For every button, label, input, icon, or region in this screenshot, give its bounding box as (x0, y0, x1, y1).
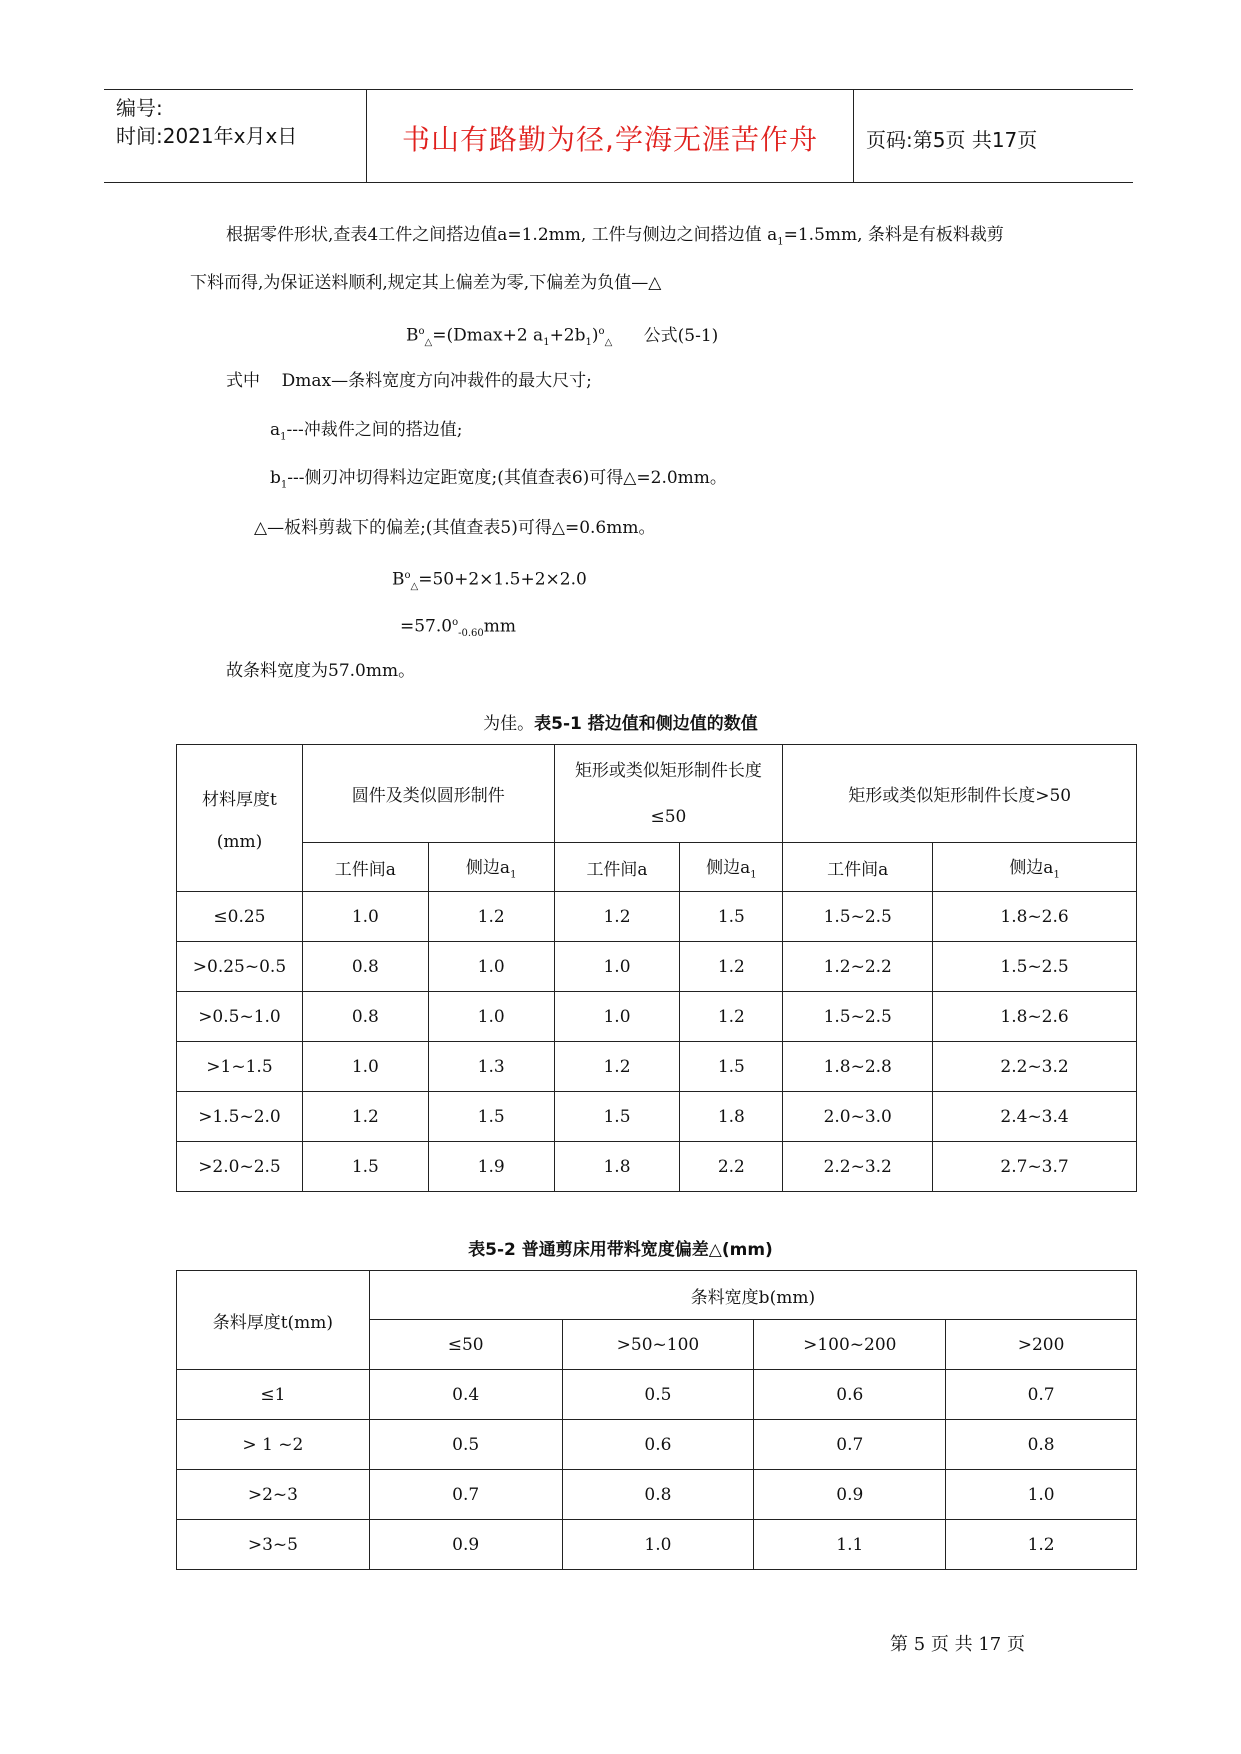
table-cell: 1.5~2.5 (933, 942, 1137, 992)
table-cell: 0.8 (562, 1470, 754, 1520)
table-cell: 1.0 (554, 992, 680, 1042)
table-cell: 1.0 (302, 892, 428, 942)
table-cell: 1.2 (302, 1092, 428, 1142)
table-cell: 2.7~3.7 (933, 1142, 1137, 1192)
header-divider-left (366, 90, 367, 183)
table-strip-width-tolerance (176, 1270, 1137, 1570)
where-line: 式中 Dmax—条料宽度方向冲裁件的最大尺寸; (226, 371, 592, 391)
table-row (177, 1092, 1137, 1142)
table-cell: 2.2 (680, 1142, 783, 1192)
table-cell: 1.2 (946, 1520, 1137, 1570)
table-cell: 1.0 (562, 1520, 754, 1570)
header-side-a1: 侧边$a_1$ (428, 843, 554, 892)
table-cell: >1.5~2.0 (177, 1092, 303, 1142)
table-cell: 0.5 (369, 1420, 562, 1470)
table-cell: 0.9 (754, 1470, 946, 1520)
table-cell: 2.0~3.0 (783, 1092, 933, 1142)
header-work-a: 工件间a (783, 843, 933, 892)
table-row (177, 942, 1137, 992)
header-strip-thickness: 条料厚度t(mm) (177, 1271, 370, 1370)
formula: $B^o_\triangle=(Dmax+2$ $a_1+2b_1)^o_\triangle$ 公式(5-1) (406, 325, 719, 349)
table-cell: >0.25~0.5 (177, 942, 303, 992)
paragraph-1: 根据零件形状,查表4工件之间搭边值a=1.2mm, 工件与侧边之间搭边值 $a_1=1.5mm$, 条料是有板料裁剪 (226, 225, 1004, 248)
table-cell: 1.0 (946, 1470, 1137, 1520)
header-width-col: >200 (946, 1320, 1137, 1370)
table-cell: 1.9 (428, 1142, 554, 1192)
table-cell: 1.8~2.6 (933, 892, 1137, 942)
header-width-col: ≤50 (369, 1320, 562, 1370)
table-cell: 2.2~3.2 (783, 1142, 933, 1192)
table-cell: 0.7 (369, 1470, 562, 1520)
table-row (177, 1042, 1137, 1092)
table-row (177, 1520, 1137, 1570)
table-cell: 1.5 (680, 892, 783, 942)
header-page-info: 页码:第5页 共17页 (866, 128, 1038, 152)
table-cell: 1.5 (554, 1092, 680, 1142)
table-cell: 2.4~3.4 (933, 1092, 1137, 1142)
date-line: 时间:2021年x月x日 (116, 124, 298, 148)
table-cell: 1.8~2.8 (783, 1042, 933, 1092)
table-cell: 1.0 (302, 1042, 428, 1092)
calculation-1: $B^o_\triangle=50+2\times 1.5+2\times 2.0$ (392, 569, 587, 593)
table-cell: 1.2 (680, 942, 783, 992)
table-cell: 1.2 (428, 892, 554, 942)
table-row (177, 992, 1137, 1042)
table-cell: 0.4 (369, 1370, 562, 1420)
table-cell: 1.2 (554, 1042, 680, 1092)
table-cell: 0.5 (562, 1370, 754, 1420)
table-cell: 1.5 (428, 1092, 554, 1142)
definition-delta: △—板料剪裁下的偏差;(其值查表5)可得△=0.6mm。 (254, 518, 656, 538)
header-round-parts: 圆件及类似圆形制件 (302, 745, 554, 843)
header-rect-gt-50: 矩形或类似矩形制件长度>50 (783, 745, 1137, 843)
table-row (177, 1142, 1137, 1192)
table-row (177, 1470, 1137, 1520)
table-cell: 0.6 (754, 1370, 946, 1420)
table-cell: 1.2~2.2 (783, 942, 933, 992)
header-bottom-rule (104, 182, 1133, 183)
conclusion: 故条料宽度为57.0mm。 (226, 661, 416, 681)
header-motto: 书山有路勤为径,学海无涯苦作舟 (402, 123, 818, 156)
table1-caption: 为佳。表5-1 搭边值和侧边值的数值 (483, 714, 758, 734)
table-cell: 0.7 (754, 1420, 946, 1470)
calculation-2: $=57.0^o_{-0.60}mm$ (400, 616, 517, 640)
table-cell: 1.5 (302, 1142, 428, 1192)
header-work-a: 工件间a (302, 843, 428, 892)
table-cell: 0.8 (302, 942, 428, 992)
header-top-rule (104, 89, 1133, 90)
header-divider-right (853, 90, 854, 183)
table-cell: 0.9 (369, 1520, 562, 1570)
table-cell: >1~1.5 (177, 1042, 303, 1092)
table-cell: 1.0 (554, 942, 680, 992)
paragraph-2: 下料而得,为保证送料顺利,规定其上偏差为零,下偏差为负值—△ (190, 273, 662, 293)
table-cell: 1.0 (428, 942, 554, 992)
header-work-a: 工件间a (554, 843, 680, 892)
table-cell: 2.2~3.2 (933, 1042, 1137, 1092)
header-rect-le-50: 矩形或类似矩形制件长度≤50 (554, 745, 783, 843)
table-cell: 1.8 (554, 1142, 680, 1192)
table-row (177, 1370, 1137, 1420)
table2-caption: 表5-2 普通剪床用带料宽度偏差△(mm) (468, 1240, 773, 1260)
header-side-a1: 侧边$a_1$ (680, 843, 783, 892)
table-cell: 1.1 (754, 1520, 946, 1570)
formula-label: 公式(5-1) (643, 325, 719, 346)
table-cell: 1.2 (554, 892, 680, 942)
serial-label: 编号: (116, 96, 163, 120)
table-cell: 1.5~2.5 (783, 992, 933, 1042)
definition-b1: $b_1---$侧刃冲切得料边定距宽度;(其值查表6)可得△=2.0mm。 (270, 468, 727, 491)
page-footer: 第 5 页 共 17 页 (890, 1634, 1025, 1655)
table-cell: > 1 ~2 (177, 1420, 370, 1470)
table-cell: ≤1 (177, 1370, 370, 1420)
header-side-a1: 侧边$a_1$ (933, 843, 1137, 892)
table-cell: 0.7 (946, 1370, 1137, 1420)
table-cell: 0.8 (946, 1420, 1137, 1470)
header-strip-width: 条料宽度b(mm) (369, 1271, 1136, 1320)
table-cell: 1.5 (680, 1042, 783, 1092)
table-cell: 1.8~2.6 (933, 992, 1137, 1042)
table-cell: 1.0 (428, 992, 554, 1042)
table-cell: 0.6 (562, 1420, 754, 1470)
table-cell: 0.8 (302, 992, 428, 1042)
header-meta (116, 94, 297, 150)
header-width-col: >100~200 (754, 1320, 946, 1370)
table-edge-values (176, 744, 1137, 1192)
table-cell: 1.3 (428, 1042, 554, 1092)
table-cell: >2~3 (177, 1470, 370, 1520)
table-row (177, 892, 1137, 942)
table-cell: >0.5~1.0 (177, 992, 303, 1042)
header-width-col: >50~100 (562, 1320, 754, 1370)
definition-a1: $a_1---$冲裁件之间的搭边值; (270, 420, 463, 443)
table-cell: >2.0~2.5 (177, 1142, 303, 1192)
table-cell: >3~5 (177, 1520, 370, 1570)
table-row (177, 1420, 1137, 1470)
table-cell: ≤0.25 (177, 892, 303, 942)
header-thickness: 材料厚度t (mm) (177, 745, 303, 892)
table-cell: 1.5~2.5 (783, 892, 933, 942)
table-cell: 1.2 (680, 992, 783, 1042)
table-cell: 1.8 (680, 1092, 783, 1142)
